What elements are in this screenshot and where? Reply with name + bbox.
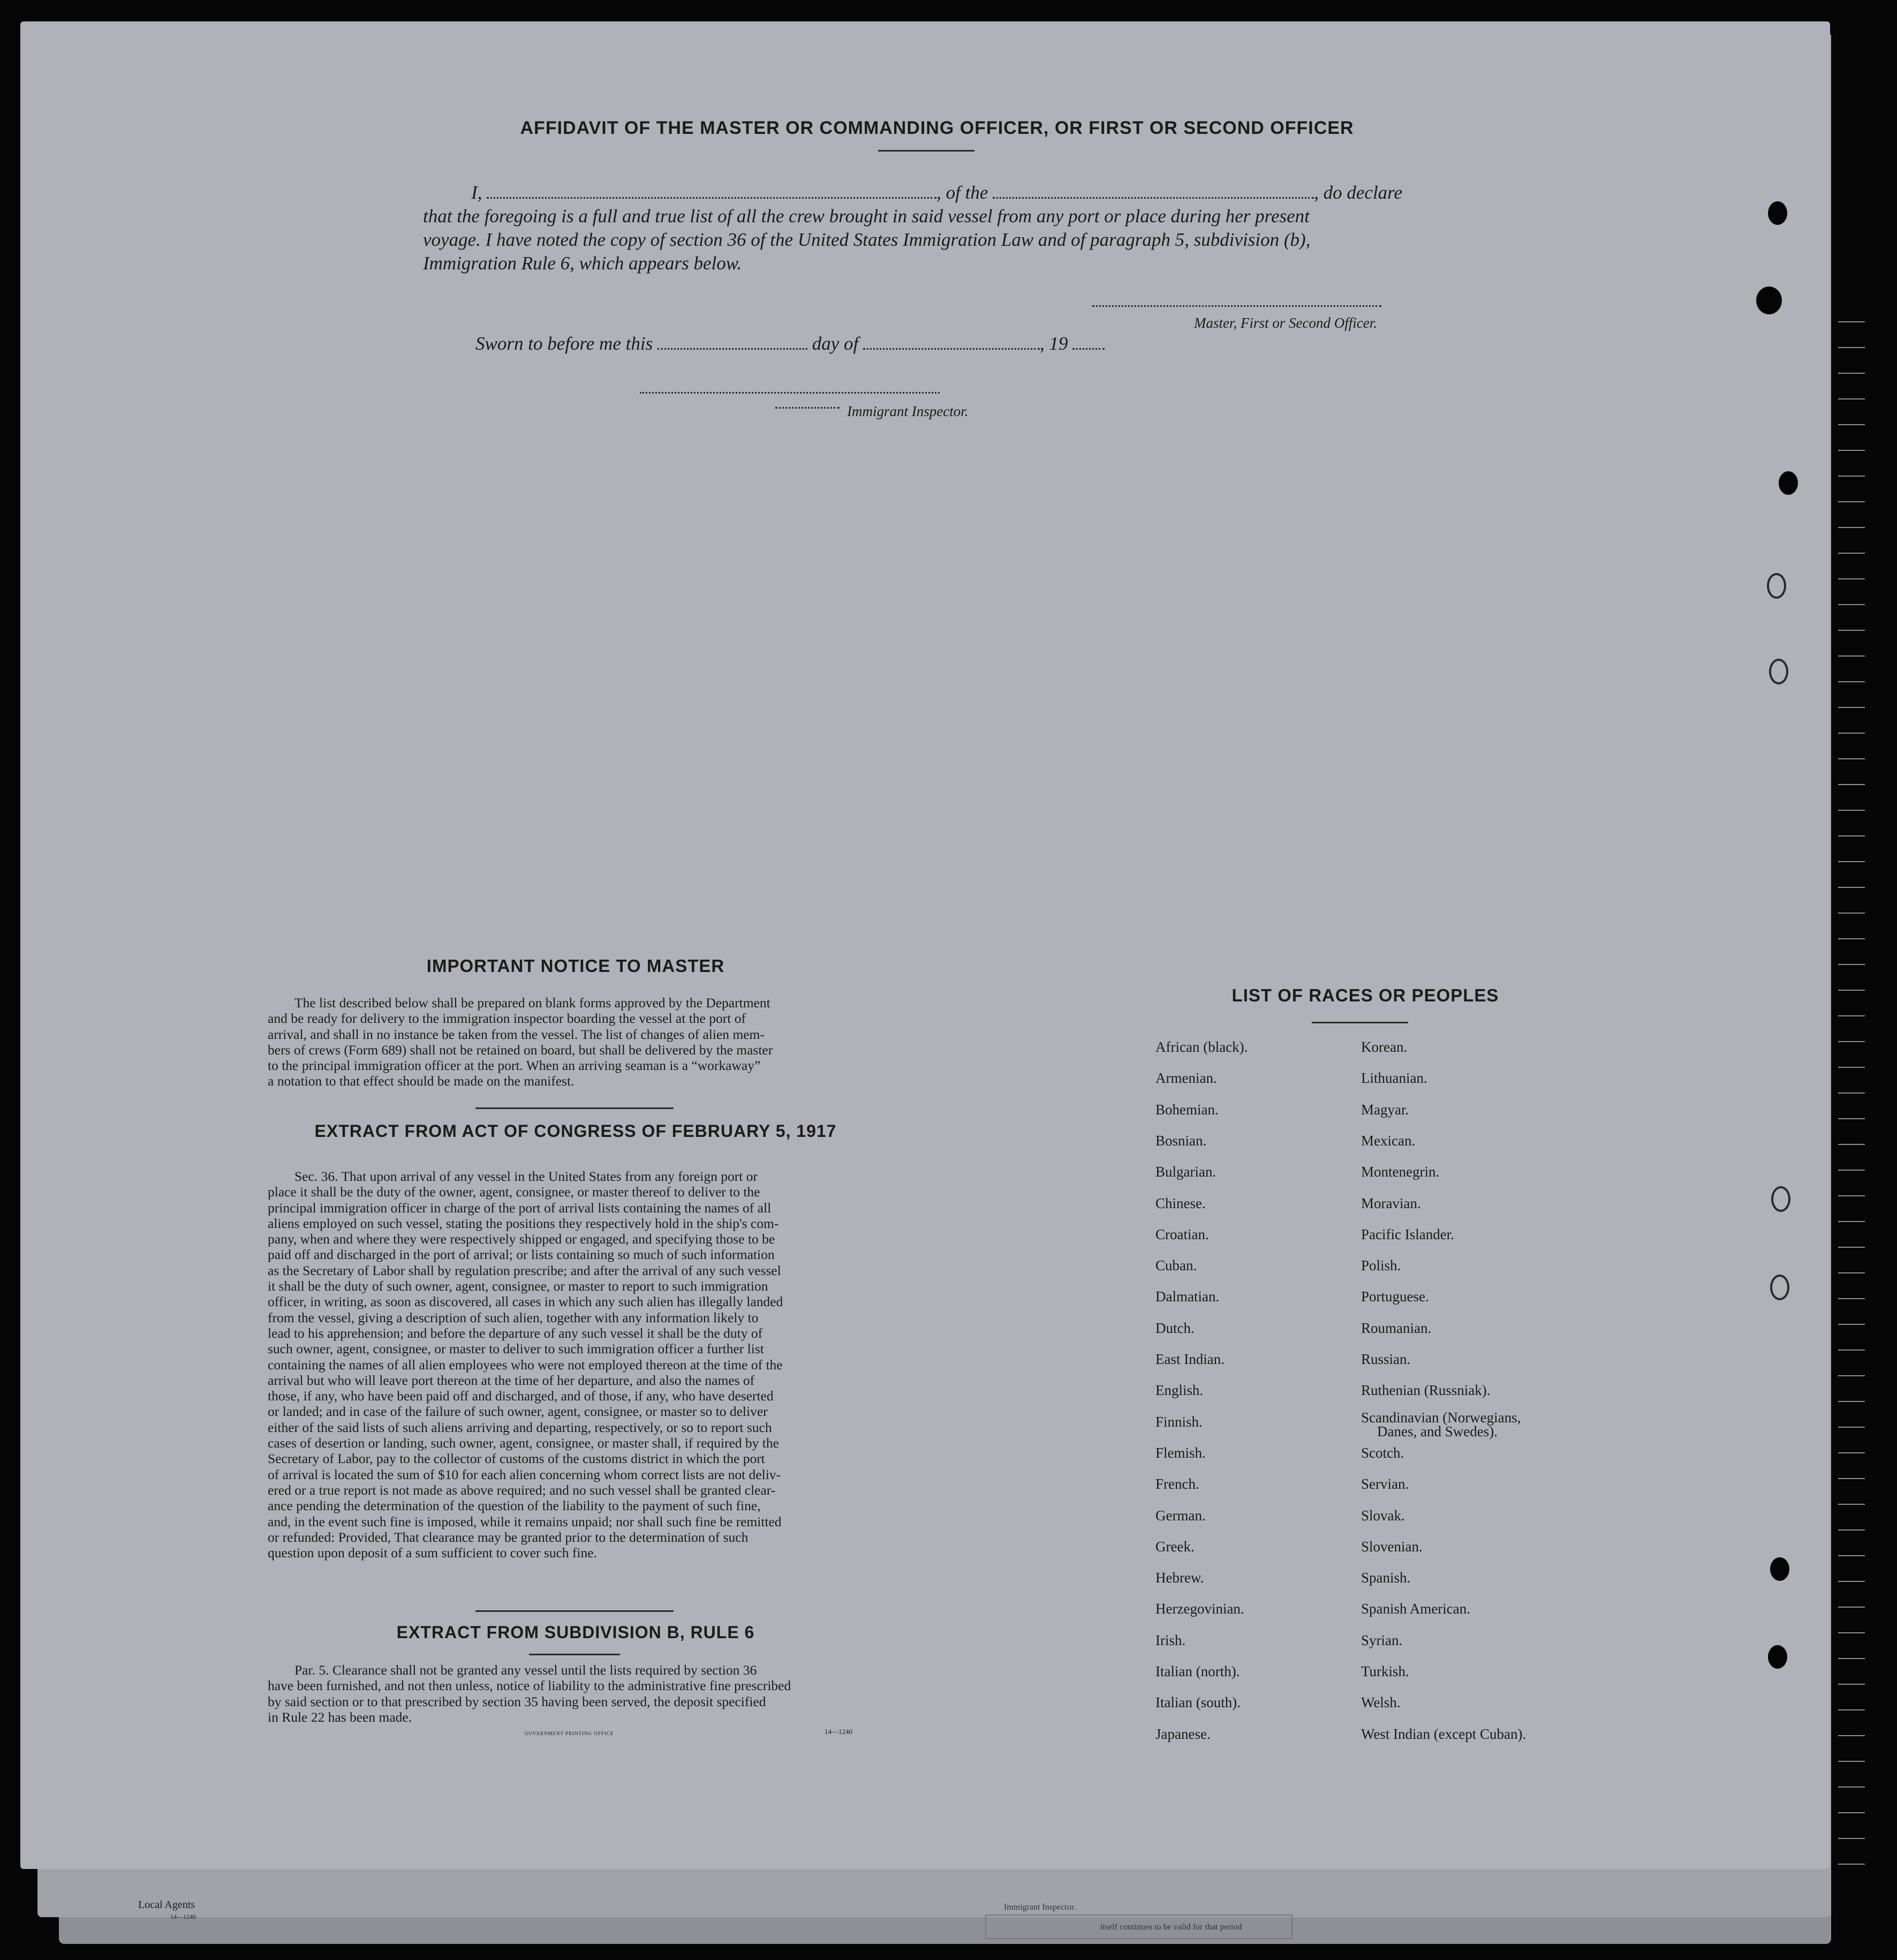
race-item: Greek. — [1155, 1538, 1195, 1555]
race-item: Welsh. — [1361, 1694, 1401, 1711]
binder-hole — [1768, 1645, 1787, 1669]
divider — [475, 1610, 674, 1612]
act-line: Sec. 36. That upon arrival of any vessel in the United States from any foreign port or — [294, 1169, 758, 1184]
act-line: as the Secretary of Labor shall by regulation prescribe; and after the arrival of any such vessel — [268, 1262, 781, 1278]
race-item: Turkish. — [1361, 1663, 1409, 1679]
act-line: such owner, agent, consignee, or master to deliver to such immigration officer a further list — [268, 1341, 764, 1357]
race-item: Irish. — [1155, 1632, 1186, 1648]
race-item: Polish. — [1361, 1257, 1401, 1274]
race-item: German. — [1155, 1507, 1206, 1524]
act-line: ance pending the determination of the question of the liability to the payment of such fine, — [268, 1498, 761, 1514]
race-item: Japanese. — [1155, 1725, 1211, 1742]
race-item: Dutch. — [1155, 1320, 1195, 1336]
act-line: of arrival is located the sum of $10 for each alien concerning whom correct lists are not deliv- — [268, 1466, 781, 1482]
race-item: Roumanian. — [1361, 1320, 1432, 1336]
bottom-strip-label: Immigrant Inspector. — [1004, 1903, 1076, 1912]
race-item: Dalmatian. — [1155, 1288, 1220, 1305]
inspector-dots — [775, 407, 840, 409]
race-item: French. — [1155, 1476, 1199, 1492]
notice-line: arrival, and shall in no instance be taken from the vessel. The list of changes of alien mem- — [268, 1026, 765, 1042]
divider — [878, 150, 974, 152]
race-item: English. — [1155, 1382, 1204, 1399]
rule-line: by said section or to that prescribed by section 35 having been served, the deposit specified — [268, 1693, 766, 1709]
sworn-day-blank — [657, 343, 807, 350]
divider — [1312, 1022, 1408, 1023]
vessel-blank — [993, 192, 1314, 199]
race-item: West Indian (except Cuban). — [1361, 1725, 1526, 1742]
act-line: ered or a true report is not made as above required; and no such vessel shall be granted clear- — [268, 1482, 776, 1498]
act-line: aliens employed on such vessel, stating the positions they respectively hold in the ship's com- — [268, 1215, 779, 1231]
race-item: Flemish. — [1155, 1444, 1206, 1461]
declaration-line-3: voyage. I have noted the copy of section 36 of the United States Immigration Law and of paragraph 5, subdivision (b), — [423, 229, 1311, 250]
race-item: Pacific Islander. — [1361, 1226, 1454, 1242]
sworn-month-blank — [863, 343, 1040, 350]
race-item: Cuban. — [1155, 1257, 1197, 1274]
act-line: paid off and discharged in the port of arrival; or lists containing so much of such information — [268, 1247, 775, 1263]
act-line: it shall be the duty of such owner, agent, consignee, or master to report to such immigration — [268, 1278, 768, 1294]
race-item: Scandinavian (Norwegians, Danes, and Swedes). — [1361, 1409, 1521, 1439]
rule-line: in Rule 22 has been made. — [268, 1709, 412, 1725]
act-line: containing the names of all alien employees who were not employed thereon at the time of the — [268, 1356, 783, 1373]
act-line: arrival but who will leave port thereon at the time of her departure, and also the names of — [268, 1372, 755, 1388]
race-item: Italian (south). — [1155, 1694, 1241, 1711]
extract-rule-title: EXTRACT FROM SUBDIVISION B, RULE 6 — [396, 1623, 755, 1642]
form-number: 14—1240 — [825, 1728, 852, 1736]
notice-line: to the principal immigration officer at the port. When an arriving seaman is a “workaway” — [268, 1058, 761, 1074]
document-page — [20, 21, 1830, 1869]
race-item: Korean. — [1361, 1039, 1408, 1055]
binder-hole — [1767, 573, 1786, 599]
signature-label: Master, First or Second Officer. — [1194, 315, 1377, 331]
binder-hole — [1770, 1557, 1789, 1581]
race-item: Servian. — [1361, 1476, 1409, 1492]
race-item: Russian. — [1361, 1351, 1411, 1367]
notice-title: IMPORTANT NOTICE TO MASTER — [426, 956, 725, 976]
race-item: Lithuanian. — [1361, 1070, 1427, 1087]
race-item: East Indian. — [1155, 1351, 1225, 1367]
act-line: pany, when and where they were respectively shipped or engaged, and specifying those to be — [268, 1231, 775, 1247]
affidavit-title: AFFIDAVIT OF THE MASTER OR COMMANDING OFFICER, OR FIRST OR SECOND OFFICER — [520, 118, 1354, 138]
divider — [529, 1654, 620, 1655]
declaration-do-declare: , do declare — [1314, 182, 1403, 203]
race-item: Chinese. — [1155, 1195, 1206, 1211]
inspector-label: Immigrant Inspector. — [847, 403, 969, 419]
notice-line: bers of crews (Form 689) shall not be retained on board, but shall be delivered by the master — [268, 1042, 773, 1058]
rule-line: Par. 5. Clearance shall not be granted any vessel until the lists required by section 36 — [294, 1662, 757, 1678]
sworn-line — [475, 333, 1105, 355]
extract-act-title: EXTRACT FROM ACT OF CONGRESS OF FEBRUARY 5, 1917 — [314, 1121, 837, 1141]
act-line: and, in the event such fine is imposed, while it remains unpaid; nor shall such fine be remitted — [268, 1513, 782, 1529]
notice-body — [268, 995, 874, 1089]
signature-blank — [1092, 305, 1381, 307]
race-item: Ruthenian (Russniak). — [1361, 1382, 1491, 1399]
act-line: question upon deposit of a sum sufficient to cover such fine. — [268, 1545, 597, 1561]
extract-act-body — [268, 1169, 874, 1561]
notice-line: The list described below shall be prepared on blank forms approved by the Department — [294, 995, 770, 1011]
race-item: Montenegrin. — [1361, 1164, 1440, 1180]
sworn-year: , 19 — [1039, 333, 1068, 354]
race-item: Herzegovinian. — [1155, 1601, 1244, 1617]
act-line: either of the said lists of such aliens arriving and departing, respectively, or so to report such — [268, 1419, 772, 1435]
race-item: Spanish American. — [1361, 1601, 1470, 1617]
race-item: Magyar. — [1361, 1101, 1409, 1118]
race-item: Finnish. — [1155, 1413, 1203, 1430]
act-line: cases of desertion or landing, such owner, agent, consignee, or master shall, if required by the — [268, 1435, 779, 1451]
declaration-text — [423, 181, 1424, 275]
notice-line: and be ready for delivery to the immigration inspector boarding the vessel at the port of — [268, 1011, 746, 1027]
act-line: or refunded: Provided, That clearance may be granted prior to the determination of such — [268, 1529, 749, 1545]
act-line: lead to his apprehension; and before the departure of any such vessel it shall be the duty of — [268, 1325, 763, 1341]
local-agents-label: Local Agents — [138, 1899, 195, 1911]
inspector-signature-blank — [640, 392, 940, 394]
sworn-year-blank — [1072, 343, 1105, 350]
race-item: Mexican. — [1361, 1132, 1416, 1149]
extract-rule-body — [268, 1662, 874, 1725]
race-item: Italian (north). — [1155, 1663, 1240, 1679]
binder-hole — [1768, 201, 1787, 225]
race-item: Portuguese. — [1361, 1288, 1429, 1305]
binder-hole — [1771, 1186, 1790, 1212]
act-line: officer, in writing, as soon as discovered, all cases in which any such alien has illegally landed — [268, 1294, 783, 1310]
races-title: LIST OF RACES OR PEOPLES — [1231, 985, 1499, 1005]
rule-line: have been furnished, and not then unless, notice of liability to the administrative fine prescribed — [268, 1678, 791, 1694]
binder-hole — [1769, 659, 1788, 684]
race-item: Bulgarian. — [1155, 1164, 1216, 1180]
bottom-strip-note: itself continues to be valid for that period — [1100, 1923, 1242, 1932]
act-line: from the vessel, giving a description of such alien, together with any information likely to — [268, 1309, 759, 1325]
ruled-edge-of-underlying-sheet — [1838, 321, 1865, 1874]
race-item: African (black). — [1155, 1039, 1248, 1055]
name-blank — [487, 192, 936, 199]
sworn-day-of: day of — [812, 333, 859, 354]
act-line: or landed; and in case of the failure of such owner, agent, consignee, or master so to deliver — [268, 1404, 768, 1420]
race-item: Croatian. — [1155, 1226, 1209, 1242]
race-item: Hebrew. — [1155, 1570, 1204, 1586]
declaration-line-2: that the foregoing is a full and true list of all the crew brought in said vessel from any port or place during her present — [423, 206, 1310, 227]
declaration-i: I, — [471, 182, 482, 203]
act-line: Secretary of Labor, pay to the collector of customs of the customs district in which the port — [268, 1451, 765, 1467]
race-item: Syrian. — [1361, 1632, 1403, 1648]
declaration-line-4: Immigration Rule 6, which appears below. — [423, 253, 742, 274]
divider — [475, 1107, 674, 1109]
declaration-of-the: , of the — [936, 182, 988, 203]
act-line: principal immigration officer in charge of the port of arrival lists containing the names of all — [268, 1200, 772, 1216]
race-item: Bohemian. — [1155, 1101, 1219, 1118]
race-item: Slovenian. — [1361, 1538, 1423, 1555]
race-item: Scotch. — [1361, 1444, 1404, 1461]
race-item: Slovak. — [1361, 1507, 1405, 1524]
printer-imprint: GOVERNMENT PRINTING OFFICE — [525, 1731, 614, 1736]
notice-line: a notation to that effect should be made on the manifest. — [268, 1073, 575, 1089]
race-item: Armenian. — [1155, 1070, 1217, 1087]
race-item: Moravian. — [1361, 1195, 1421, 1211]
binder-hole — [1779, 471, 1798, 495]
local-agents-number: 14—1240 — [170, 1913, 196, 1920]
act-line: place it shall be the duty of the owner, agent, consignee, or master thereof to deliver to the — [268, 1184, 760, 1200]
race-item: Spanish. — [1361, 1570, 1411, 1586]
binder-hole — [1770, 1275, 1789, 1300]
sworn-prefix: Sworn to before me this — [475, 333, 653, 354]
act-line: those, if any, who have been paid off and discharged, and of those, if any, who have deserted — [268, 1388, 774, 1404]
binder-hole — [1756, 287, 1782, 314]
race-item: Bosnian. — [1155, 1132, 1207, 1149]
